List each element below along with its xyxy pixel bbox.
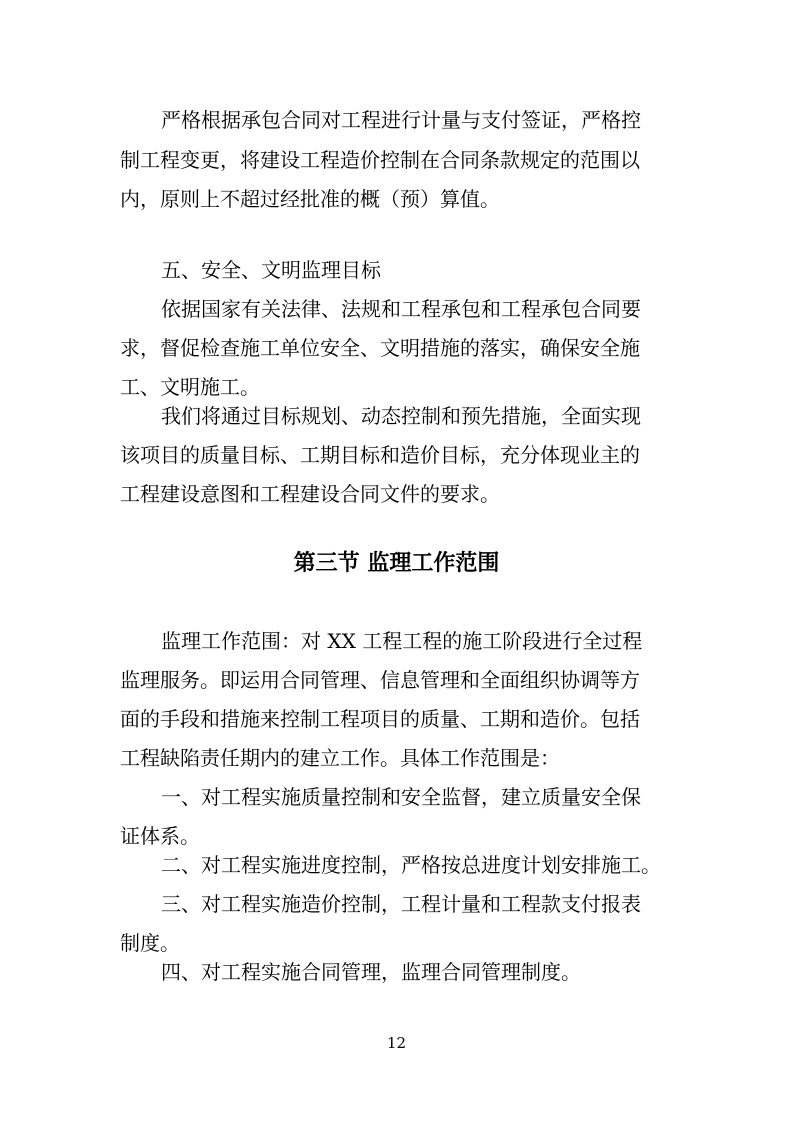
paragraph-line: 监理服务。即运用合同管理、信息管理和全面组织协调等方	[120, 668, 640, 692]
paragraph-line: 工、文明施工。	[120, 375, 260, 399]
list-item-line: 制度。	[120, 931, 180, 955]
paragraph-line: 监理工作范围：对 XX 工程工程的施工阶段进行全过程	[161, 629, 643, 653]
list-item-line: 一、对工程实施质量控制和安全监督，建立质量安全保	[161, 785, 641, 809]
list-item-line: 证体系。	[120, 824, 200, 848]
paragraph-line: 内，原则上不超过经批准的概（预）算值。	[120, 187, 500, 211]
paragraph-line: 工程建设意图和工程建设合同文件的要求。	[120, 482, 500, 506]
paragraph-line: 工程缺陷责任期内的建立工作。具体工作范围是：	[120, 746, 560, 770]
paragraph-line: 该项目的质量目标、工期目标和造价目标，充分体现业主的	[120, 443, 640, 467]
paragraph-line: 求，督促检查施工单位安全、文明措施的落实，确保安全施	[120, 336, 640, 360]
page-number: 12	[386, 1034, 407, 1052]
section-heading: 第三节 监理工作范围	[293, 551, 500, 576]
paragraph-line: 面的手段和措施来控制工程项目的质量、工期和造价。包括	[120, 707, 640, 731]
paragraph-line: 我们将通过目标规划、动态控制和预先措施，全面实现	[161, 404, 641, 428]
paragraph-line: 制工程变更，将建设工程造价控制在合同条款规定的范围以	[120, 148, 640, 172]
section-title: 五、安全、文明监理目标	[161, 258, 381, 282]
paragraph-line: 严格根据承包合同对工程进行计量与支付签证，严格控	[161, 108, 641, 132]
list-item-line: 三、对工程实施造价控制，工程计量和工程款支付报表	[161, 892, 641, 916]
list-item-line: 四、对工程实施合同管理，监理合同管理制度。	[161, 960, 581, 984]
paragraph-line: 依据国家有关法律、法规和工程承包和工程承包合同要	[161, 297, 641, 321]
list-item-line: 二、对工程实施进度控制，严格按总进度计划安排施工。	[161, 853, 661, 877]
